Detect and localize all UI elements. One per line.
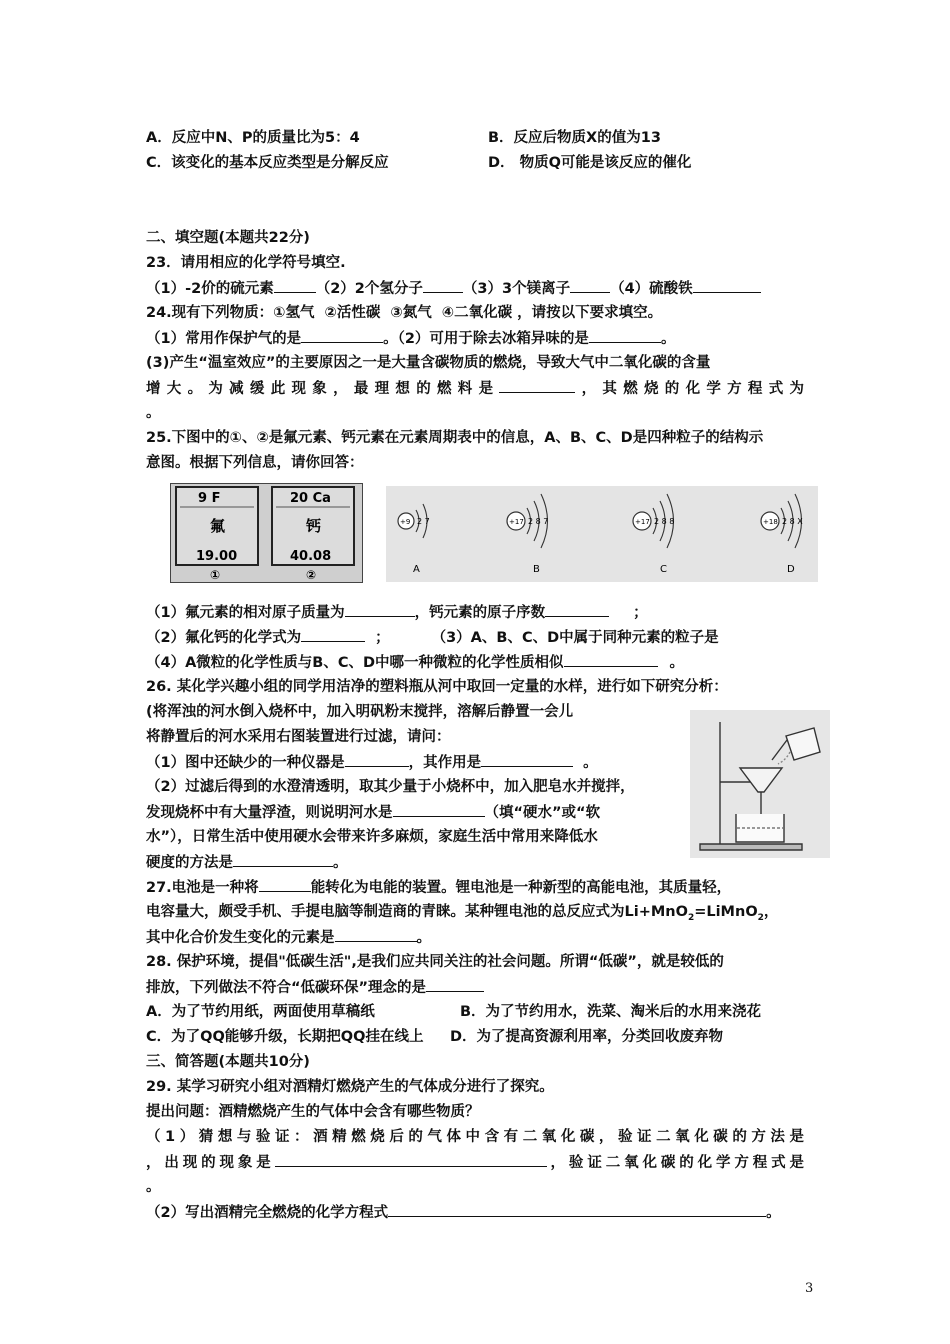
answer-blank[interactable] xyxy=(570,278,610,293)
q24-part-1 xyxy=(146,328,675,349)
q28-option-b: B．为了节约用水，洗菜、淘米后的水用来浇花 xyxy=(460,1004,762,1020)
answer-blank[interactable] xyxy=(233,852,333,867)
q26-part-1-text-b: ，其作用是 xyxy=(408,755,482,771)
q26-part-2-text-b: （填“硬水”或“软 xyxy=(484,805,601,821)
q24-part-3-end: 。 xyxy=(146,405,161,421)
q28-option-a: A．为了节约用纸，两面使用草稿纸 xyxy=(146,1004,375,1020)
q29-part-2 xyxy=(146,1202,781,1223)
atom-structure-figure xyxy=(386,486,818,582)
answer-blank[interactable] xyxy=(301,627,365,642)
atom-nucleus: +9 xyxy=(400,518,411,526)
atom-shells: 2 8 8 xyxy=(654,517,675,526)
atom-shells: 2 8 X xyxy=(782,517,803,526)
atom-shells: 2 7 xyxy=(417,517,430,526)
q27-formula-end: ， xyxy=(763,904,779,920)
tile-symbol: 20 Ca xyxy=(290,491,331,506)
q27-text-c: 其中化合价发生变化的元素是 xyxy=(146,930,335,946)
q27-text-a: 27.电池是一种将 xyxy=(146,880,259,896)
answer-blank[interactable] xyxy=(481,752,573,767)
q29-part-1-line-1: （1）猜想与验证：酒精燃烧后的气体中含有二氧化碳，验证二氧化碳的方法是 xyxy=(146,1129,804,1145)
answer-blank[interactable] xyxy=(335,927,417,942)
answer-blank[interactable] xyxy=(499,378,575,393)
q27-line-3 xyxy=(146,927,431,948)
periodic-table-tiles-figure xyxy=(170,483,363,583)
q22-option-c: C．该变化的基本反应类型是分解反应 xyxy=(146,155,389,171)
q24-part-3-text-a: 增大。为减缓此现象，最理想的燃料是 xyxy=(146,381,500,397)
q28-text: 排放，下列做法不符合“低碳环保”理念的是 xyxy=(146,980,427,996)
q29-question: 提出问题：酒精燃烧产生的气体中会含有哪些物质？ xyxy=(146,1104,480,1120)
q24-end-mark: 。 xyxy=(660,331,676,347)
answer-blank[interactable] xyxy=(393,802,485,817)
q25-part-1 xyxy=(146,602,648,623)
q25-part-2-text: （2）氟化钙的化学式为 xyxy=(146,630,302,646)
q24-part-1-text: （1）常用作保护气的是 xyxy=(146,331,302,347)
q26-part-1-text-a: （1）图中还缺少的一种仪器是 xyxy=(146,755,345,771)
tile-symbol: 9 F xyxy=(198,491,221,506)
atom-nucleus: +17 xyxy=(635,518,650,526)
section-3-title: 三、简答题(本题共10分) xyxy=(146,1054,310,1070)
q26-line-2: 将静置后的河水采用右图装置进行过滤，请问： xyxy=(146,729,451,745)
q25-part-1-end: ； xyxy=(633,605,648,621)
q25-part-1-text-b: ，钙元素的原子序数 xyxy=(414,605,546,621)
atom-nucleus: +17 xyxy=(509,518,524,526)
q23-part-4: （4）硫酸铁 xyxy=(610,281,693,297)
page-number: 3 xyxy=(805,1281,814,1296)
q25-part-4 xyxy=(146,652,684,673)
q26-stem: 26. 某化学兴趣小组的同学用洁净的塑料瓶从河中取回一定量的水样，进行如下研究分析： xyxy=(146,679,728,695)
q29-part-2-text: （2）写出酒精完全燃烧的化学方程式 xyxy=(146,1205,389,1221)
q27-text-b: 能转化为电能的装置。锂电池是一种新型的高能电池，其质量轻， xyxy=(310,880,732,896)
q29-part-1-text-b: ，验证二氧化碳的化学方程式是 xyxy=(546,1155,805,1171)
answer-blank[interactable] xyxy=(274,278,316,293)
q24-part-2-text: 。（2）可用于除去冰箱异味的是 xyxy=(383,331,589,347)
q26-part-2-line-3: 水”），日常生活中使用硬水会带来许多麻烦，家庭生活中常用来降低水 xyxy=(146,829,598,845)
q26-part-2-text-c: 硬度的方法是 xyxy=(146,855,233,871)
q26-part-2-line-4 xyxy=(146,852,348,873)
q25-part-3-text: （3）A、B、C、D中属于同种元素的粒子是 xyxy=(431,630,719,646)
q23-parts xyxy=(146,278,761,299)
q25-part-4-text: （4）A微粒的化学性质与B、C、D中哪一种微粒的化学性质相似 xyxy=(146,655,564,671)
atom-nucleus: +18 xyxy=(763,518,778,526)
q28-line-2 xyxy=(146,977,484,998)
q26-part-2-end: 。 xyxy=(333,855,348,871)
q27-formula-a: 电容量大，颇受手机、手提电脑等制造商的青睐。某种锂电池的总反应式为Li+MnO xyxy=(146,904,688,920)
answer-blank[interactable] xyxy=(259,877,311,892)
q26-part-1-end: 。 xyxy=(583,755,598,771)
tile-mass: 19.00 xyxy=(196,549,238,564)
answer-blank[interactable] xyxy=(301,328,383,343)
q26-part-1 xyxy=(146,752,598,773)
q27-line-1 xyxy=(146,877,731,898)
q29-stem: 29. 某学习研究小组对酒精灯燃烧产生的气体成分进行了探究。 xyxy=(146,1079,554,1095)
answer-blank[interactable] xyxy=(589,328,661,343)
atom-label: C xyxy=(660,564,667,575)
q28-line-1: 28. 保护环境，提倡"低碳生活",是我们应共同关注的社会问题。所谓“低碳”，就是较低的 xyxy=(146,954,724,970)
q29-part-2-end: 。 xyxy=(766,1205,781,1221)
answer-blank[interactable] xyxy=(545,602,609,617)
q23-part-1: （1）-2价的硫元素 xyxy=(146,281,274,297)
q29-part-1-line-2 xyxy=(146,1152,804,1173)
answer-blank[interactable] xyxy=(388,1202,766,1217)
q27-line-2 xyxy=(146,902,778,928)
atom-label: D xyxy=(787,564,795,575)
q24-part-3-line-2 xyxy=(146,378,804,399)
q25-part-2-3 xyxy=(146,627,719,648)
q26-line-1: (将浑浊的河水倒入烧杯中，加入明矾粉末搅拌，溶解后静置一会儿 xyxy=(146,704,574,720)
q27-end-mark: 。 xyxy=(416,930,431,946)
q26-part-2-line-1: （2）过滤后得到的水澄清透明，取其少量于小烧杯中，加入肥皂水并搅拌， xyxy=(146,779,635,795)
q23-part-2: （2）2个氢分子 xyxy=(315,281,423,297)
q29-part-1-text-a: ，出现的现象是 xyxy=(146,1155,275,1171)
atom-shells: 2 8 7 xyxy=(528,517,549,526)
filtration-apparatus-figure xyxy=(690,710,830,858)
q25-part-1-text-a: （1）氟元素的相对原子质量为 xyxy=(146,605,345,621)
tile-name: 钙 xyxy=(306,517,322,535)
atom-label: B xyxy=(533,564,540,575)
q24-part-3-line-1: (3)产生“温室效应”的主要原因之一是大量含碳物质的燃烧，导致大气中二氧化碳的含量 xyxy=(146,355,711,371)
q25-stem-line-1: 25.下图中的①、②是氟元素、钙元素在元素周期表中的信息，A、B、C、D是四种粒子的结构示 xyxy=(146,430,764,446)
answer-blank[interactable] xyxy=(423,278,463,293)
q22-option-a: A．反应中N、P的质量比为5：4 xyxy=(146,130,360,146)
q29-part-1-end: 。 xyxy=(146,1179,161,1195)
tile-name: 氟 xyxy=(210,517,226,535)
answer-blank[interactable] xyxy=(345,752,409,767)
q25-part-2-end: ； xyxy=(375,630,390,646)
q24-stem: 24.现有下列物质：①氢气 ②活性碳 ③氮气 ④二氧化碳 ，请按以下要求填空。 xyxy=(146,305,663,321)
atom-label: A xyxy=(413,564,420,575)
q28-option-c: C．为了QQ能够升级，长期把QQ挂在线上 xyxy=(146,1029,424,1045)
q26-part-2-text-a: 发现烧杯中有大量浮渣，则说明河水是 xyxy=(146,805,393,821)
answer-blank[interactable] xyxy=(693,278,761,293)
section-2-title: 二、填空题(本题共22分) xyxy=(146,230,310,246)
q24-part-3-text-b: ，其燃烧的化学方程式为 xyxy=(575,381,805,397)
q25-part-4-end: 。 xyxy=(669,655,685,671)
q27-formula-b: =LiMnO xyxy=(694,904,758,920)
stand-base xyxy=(700,844,802,850)
tile-label: ② xyxy=(306,568,317,582)
answer-blank[interactable] xyxy=(275,1152,547,1167)
answer-blank[interactable] xyxy=(426,977,484,992)
q22-option-d: D． 物质Q可能是该反应的催化 xyxy=(488,155,692,171)
q23-stem: 23．请用相应的化学符号填空. xyxy=(146,255,346,271)
q23-part-3: （3）3个镁离子 xyxy=(462,281,571,297)
answer-blank[interactable] xyxy=(564,652,658,667)
answer-blank[interactable] xyxy=(345,602,415,617)
tile-label: ① xyxy=(210,568,221,582)
tile-mass: 40.08 xyxy=(290,549,332,564)
q28-option-d: D．为了提高资源利用率，分类回收废弃物 xyxy=(450,1029,724,1045)
q26-part-2-line-2 xyxy=(146,802,600,823)
q22-option-b: B．反应后物质X的值为13 xyxy=(488,130,661,146)
q27-subscript: 2 xyxy=(757,912,764,923)
q27-subscript: 2 xyxy=(687,912,695,923)
q25-stem-line-2: 意图。根据下列信息，请你回答： xyxy=(146,455,364,471)
